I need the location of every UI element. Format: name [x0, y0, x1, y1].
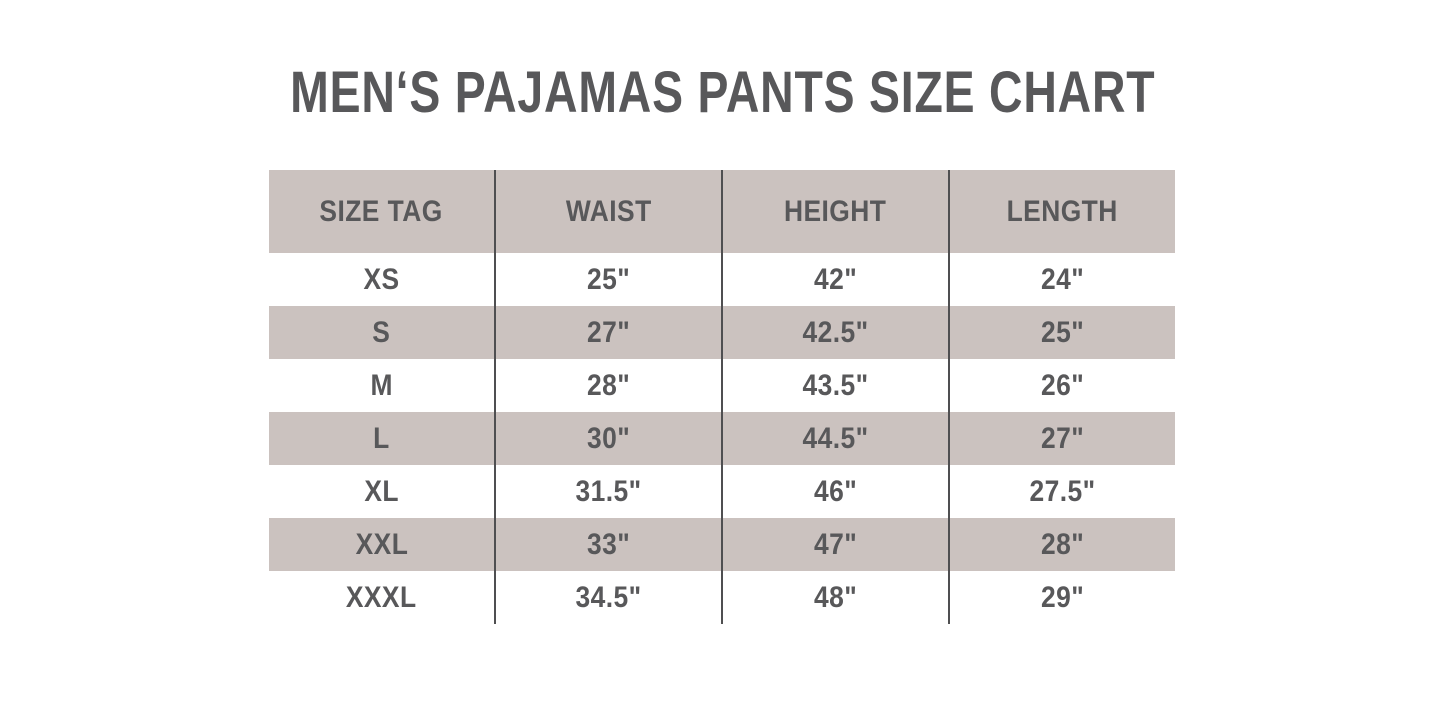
table-row-l [269, 412, 1175, 465]
waist-cell: 30" [496, 412, 723, 465]
table-row-xxxl [269, 571, 1175, 624]
height-cell: 42" [723, 253, 950, 306]
length-cell: 27" [1040, 421, 1085, 455]
size-cell: XS [269, 253, 496, 306]
length-cell: 27.5" [1029, 474, 1096, 508]
waist-cell: 31.5" [496, 465, 723, 518]
size-cell: XL [269, 465, 496, 518]
column-header-waist: WAIST [496, 170, 723, 253]
waist-cell: 34.5" [496, 571, 723, 624]
column-header-size-tag: SIZE TAG [269, 170, 496, 253]
table-row-xl [269, 465, 1175, 518]
size-cell: XXL [269, 518, 496, 571]
height-cell: 48" [723, 571, 950, 624]
waist-cell: 27" [496, 306, 723, 359]
table-row-m [269, 359, 1175, 412]
size-chart-table [269, 170, 1175, 624]
height-cell: 43.5" [723, 359, 950, 412]
size-cell: XXXL [269, 571, 496, 624]
length-cell: 25" [1040, 315, 1085, 349]
column-header-height: HEIGHT [723, 170, 950, 253]
size-cell: S [269, 306, 496, 359]
column-header-length: LENGTH [1006, 194, 1119, 228]
height-cell: 47" [723, 518, 950, 571]
table-row-xxl [269, 518, 1175, 571]
table-header-row [269, 170, 1175, 253]
waist-cell: 28" [496, 359, 723, 412]
size-cell: L [269, 412, 496, 465]
length-cell: 26" [1040, 368, 1085, 402]
waist-cell: 25" [496, 253, 723, 306]
height-cell: 46" [723, 465, 950, 518]
page-title-text: MEN‘S PAJAMAS PANTS SIZE CHART [289, 60, 1156, 125]
page-title [0, 62, 1445, 124]
table-row-xs [269, 253, 1175, 306]
waist-cell: 33" [496, 518, 723, 571]
height-cell: 44.5" [723, 412, 950, 465]
length-cell: 29" [1040, 580, 1085, 614]
table-row-s [269, 306, 1175, 359]
length-cell: 24" [1040, 262, 1085, 296]
size-cell: M [269, 359, 496, 412]
length-cell: 28" [1040, 527, 1085, 561]
height-cell: 42.5" [723, 306, 950, 359]
